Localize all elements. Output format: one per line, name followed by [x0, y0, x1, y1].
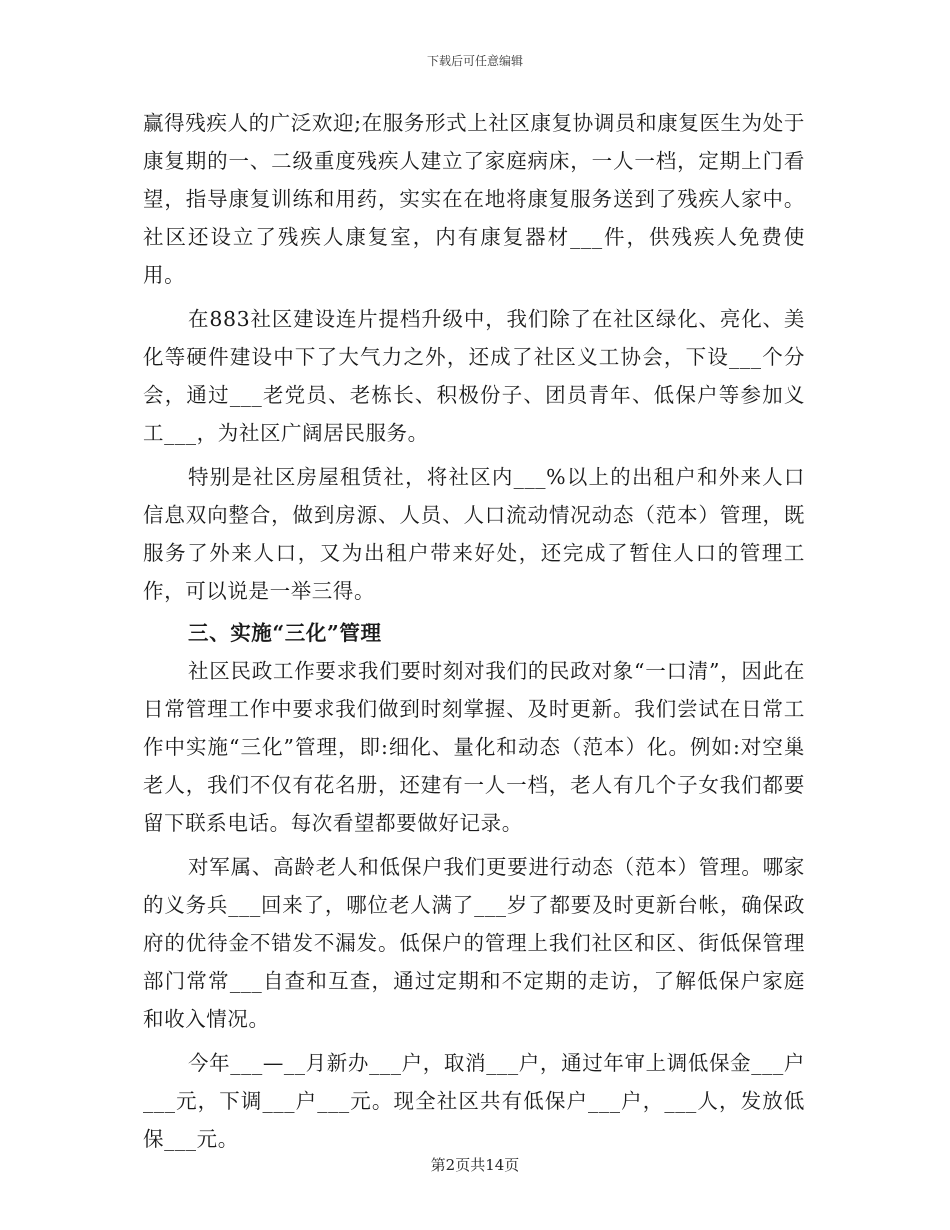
page-number: 第2页共14页 [430, 1156, 520, 1174]
document-body [143, 104, 805, 1158]
paragraph-rental-agency: 特别是社区房屋租赁社，将社区内___%以上的出租户和外来人口信息双向整合，做到房源、人员、人口流动情况动态（范本）管理，既服务了外来人口，又为出租户带来好处，还完成了暂住人口的管理工作，可以说是一举三得。 [143, 465, 805, 603]
paragraph-rehab-service: 赢得残疾人的广泛欢迎;在服务形式上社区康复协调员和康复医生为处于康复期的一、二级重度残疾人建立了家庭病床，一人一档，定期上门看望，指导康复训练和用药，实实在在地将康复服务送到了残疾人家中。社区还设立了残疾人康复室，内有康复器材___件，供残疾人免费使用。 [143, 111, 805, 287]
page-header-note: 下载后可任意编辑 [426, 54, 523, 68]
paragraph-volunteer-association: 在883社区建设连片提档升级中，我们除了在社区绿化、亮化、美化等硬件建设中下了大气力之外，还成了社区义工协会，下设___个分会，通过___老党员、老栋长、积极份子、团员青年、低保户等参加义工___，为社区广阔居民服务。 [143, 307, 805, 445]
paragraph-civil-affairs: 社区民政工作要求我们要时刻对我们的民政对象“一口清”，因此在日常管理工作中要求我们做到时刻掌握、及时更新。我们尝试在日常工作中实施“三化”管理，即:细化、量化和动态（范本）化。例如:对空巢老人，我们不仅有花名册，还建有一人一档，老人有几个子女我们都要留下联系电话。每次看望都要做好记录。 [143, 659, 805, 835]
paragraph-low-income-stats: 今年___—__月新办___户，取消___户，通过年审上调低保金___户___元，下调___户___元。现全社区共有低保户___户，___人，发放低保___元。 [143, 1051, 805, 1151]
section-heading-three-management: 三、实施“三化”管理 [188, 621, 382, 645]
paragraph-dynamic-management: 对军属、高龄老人和低保户我们更要进行动态（范本）管理。哪家的义务兵___回来了，哪位老人满了___岁了都要及时更新台帐，确保政府的优待金不错发不漏发。低保户的管理上我们社区和区、街低保管理部门常常___自查和互查，通过定期和不定期的走访，了解低保户家庭和收入情况。 [143, 855, 805, 1031]
